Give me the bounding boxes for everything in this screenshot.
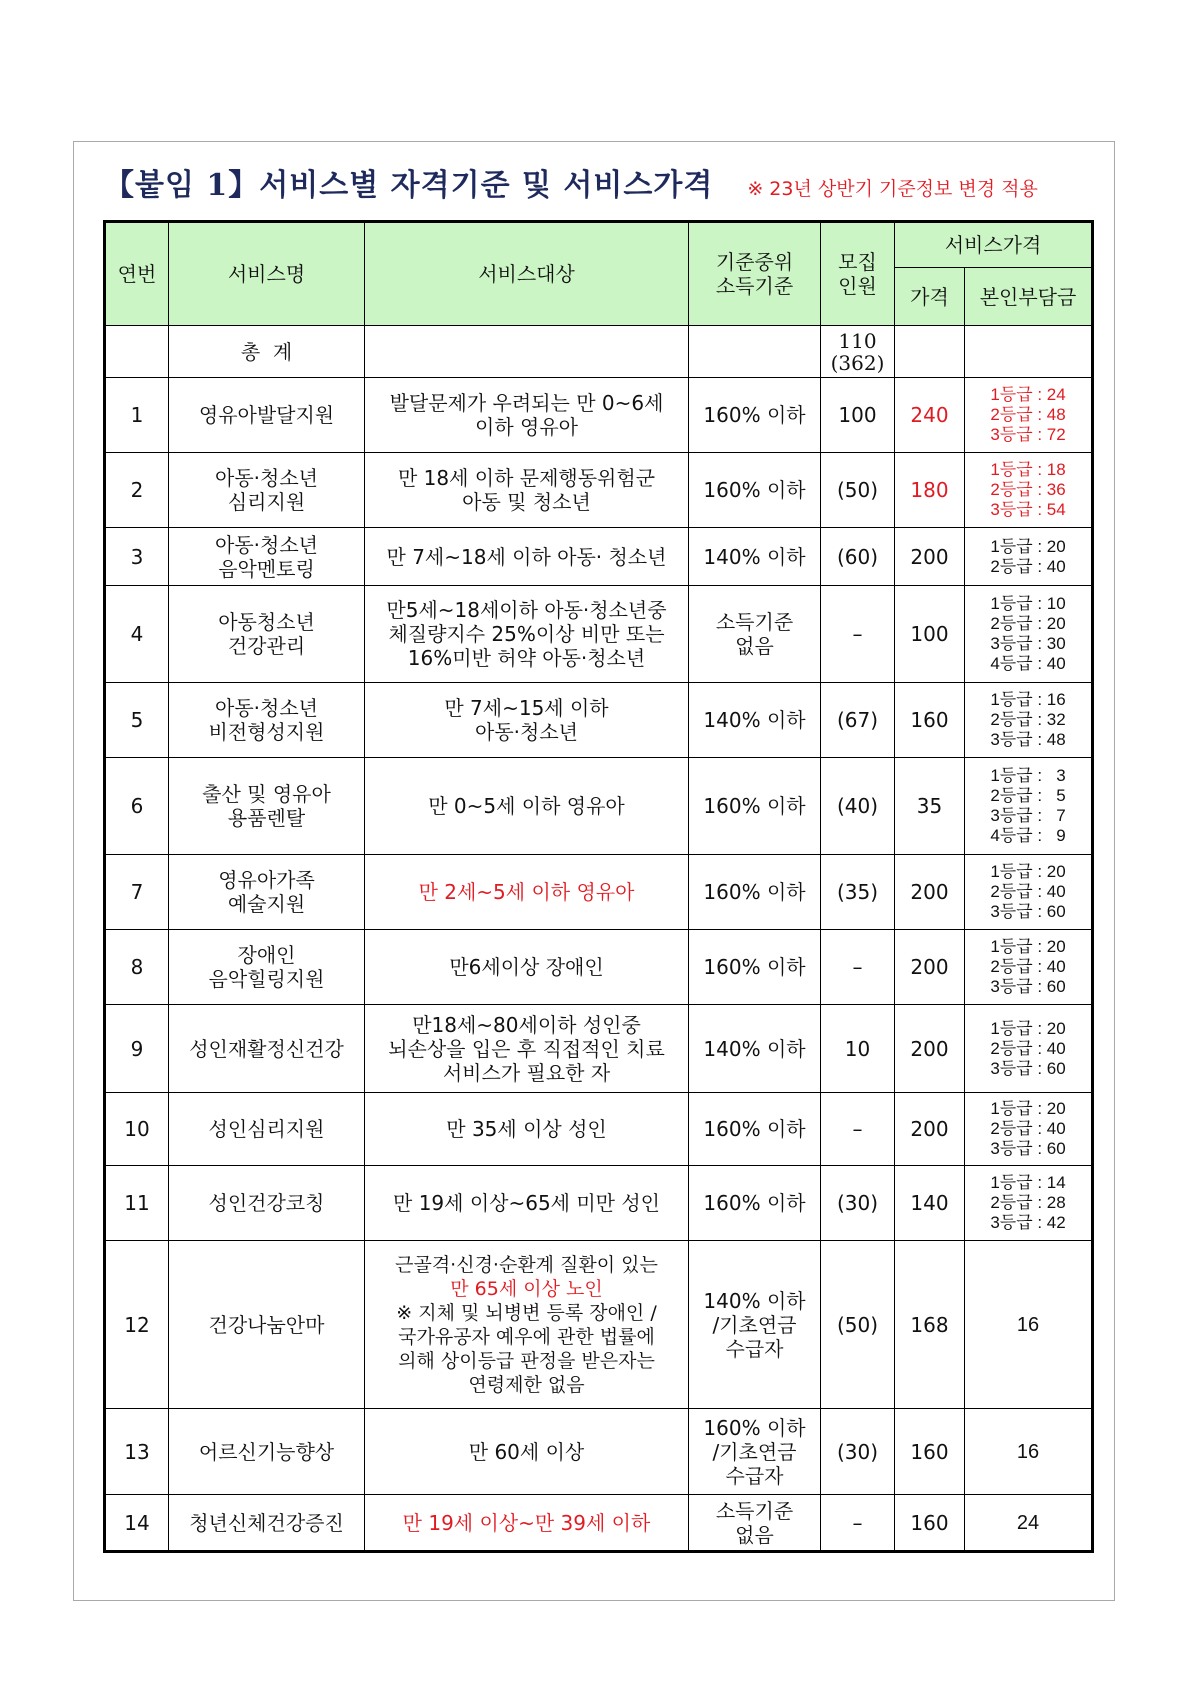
row-recruit: (50) xyxy=(821,1241,895,1409)
target-line: ※ 지체 및 뇌병변 등록 장애인 / xyxy=(396,1301,657,1324)
row-name: 성인심리지원 xyxy=(169,1093,365,1166)
row-price: 200 xyxy=(895,1005,965,1093)
col-header-income: 기준중위 소득기준 xyxy=(689,222,821,326)
row-no: 4 xyxy=(105,586,169,683)
row-recruit: – xyxy=(821,1495,895,1552)
row-no: 11 xyxy=(105,1166,169,1241)
row-income: 160% 이하 xyxy=(689,453,821,528)
row-no: 7 xyxy=(105,855,169,930)
col-header-price: 가격 xyxy=(895,268,965,326)
row-income: 160% 이하 /기초연금 수급자 xyxy=(689,1409,821,1495)
row-name: 장애인 음악힐링지원 xyxy=(169,930,365,1005)
row-target: 만18세~80세이하 성인중 뇌손상을 입은 후 직접적인 치료 서비스가 필요한 자 xyxy=(365,1005,689,1093)
table-row xyxy=(105,1409,1093,1495)
row-name: 청년신체건강증진 xyxy=(169,1495,365,1552)
row-price: 180 xyxy=(895,453,965,528)
row-no: 1 xyxy=(105,378,169,453)
row-recruit: (40) xyxy=(821,758,895,855)
row-recruit: (60) xyxy=(821,528,895,586)
row-name: 성인재활정신건강 xyxy=(169,1005,365,1093)
row-copay: 1등급 : 24 2등급 : 48 3등급 : 72 xyxy=(990,385,1066,444)
row-income: 140% 이하 xyxy=(689,683,821,758)
row-target: 만 60세 이상 xyxy=(365,1409,689,1495)
target-line: 국가유공자 예우에 관한 법률에 xyxy=(398,1325,655,1348)
row-copay: 1등급 : 20 2등급 : 40 xyxy=(990,536,1066,576)
row-copay: 1등급 : 14 2등급 : 28 3등급 : 42 xyxy=(990,1173,1066,1232)
table-row xyxy=(105,1093,1093,1166)
row-copay-cell xyxy=(965,683,1093,758)
row-target: 만 35세 이상 성인 xyxy=(365,1093,689,1166)
row-copay-cell xyxy=(965,453,1093,528)
row-name: 성인건강코칭 xyxy=(169,1166,365,1241)
row-copay-cell xyxy=(965,855,1093,930)
row-copay: 1등급 : 16 2등급 : 32 3등급 : 48 xyxy=(990,690,1066,749)
total-label: 총 계 xyxy=(169,326,365,378)
target-line-highlight: 만 65세 이상 노인 xyxy=(450,1277,603,1300)
row-copay-cell xyxy=(965,1166,1093,1241)
row-income: 160% 이하 xyxy=(689,758,821,855)
row-no: 10 xyxy=(105,1093,169,1166)
row-target: 만 18세 이하 문제행동위험군 아동 및 청소년 xyxy=(365,453,689,528)
row-copay-cell xyxy=(965,586,1093,683)
row-price: 240 xyxy=(895,378,965,453)
row-income: 160% 이하 xyxy=(689,1166,821,1241)
row-copay: 16 xyxy=(965,1241,1093,1409)
total-recruit: 110 (362) xyxy=(821,326,895,378)
service-table xyxy=(103,220,1094,1553)
target-line: 의해 상이등급 판정을 받은자는 xyxy=(398,1349,655,1372)
row-target: 만6세이상 장애인 xyxy=(365,930,689,1005)
row-name: 아동·청소년 비전형성지원 xyxy=(169,683,365,758)
row-copay-cell xyxy=(965,758,1093,855)
row-no: 6 xyxy=(105,758,169,855)
table-row xyxy=(105,1241,1093,1409)
table-row xyxy=(105,586,1093,683)
row-recruit: – xyxy=(821,1093,895,1166)
row-copay: 16 xyxy=(965,1409,1093,1495)
total-income xyxy=(689,326,821,378)
row-price: 200 xyxy=(895,528,965,586)
row-price: 160 xyxy=(895,1409,965,1495)
table-row xyxy=(105,453,1093,528)
row-name: 어르신기능향상 xyxy=(169,1409,365,1495)
row-copay: 1등급 : 18 2등급 : 36 3등급 : 54 xyxy=(990,460,1066,519)
col-header-target: 서비스대상 xyxy=(365,222,689,326)
row-no: 12 xyxy=(105,1241,169,1409)
row-recruit: – xyxy=(821,586,895,683)
target-line: 근골격·신경·순환계 질환이 있는 xyxy=(395,1253,658,1276)
row-target: 만 0~5세 이하 영유아 xyxy=(365,758,689,855)
col-header-name: 서비스명 xyxy=(169,222,365,326)
row-name: 아동청소년 건강관리 xyxy=(169,586,365,683)
row-name: 영유아가족 예술지원 xyxy=(169,855,365,930)
row-copay: 1등급 : 3 2등급 : 5 3등급 : 7 4등급 : 9 xyxy=(990,766,1066,845)
row-target: 만 7세~18세 이하 아동· 청소년 xyxy=(365,528,689,586)
row-recruit: (50) xyxy=(821,453,895,528)
row-target-multiline xyxy=(365,1241,689,1409)
row-target: 만 19세 이상~만 39세 이하 xyxy=(365,1495,689,1552)
table-row xyxy=(105,1166,1093,1241)
row-recruit: (30) xyxy=(821,1166,895,1241)
table-row xyxy=(105,1005,1093,1093)
row-price: 168 xyxy=(895,1241,965,1409)
row-copay: 1등급 : 20 2등급 : 40 3등급 : 60 xyxy=(990,1018,1066,1078)
row-copay: 24 xyxy=(965,1495,1093,1552)
col-header-recruit: 모집 인원 xyxy=(821,222,895,326)
row-recruit: (30) xyxy=(821,1409,895,1495)
row-copay: 1등급 : 20 2등급 : 40 3등급 : 60 xyxy=(990,1099,1066,1158)
title-row xyxy=(104,160,1084,210)
total-price xyxy=(895,326,965,378)
row-name: 건강나눔안마 xyxy=(169,1241,365,1409)
row-target: 만 7세~15세 이하 아동·청소년 xyxy=(365,683,689,758)
row-no: 5 xyxy=(105,683,169,758)
table-row xyxy=(105,378,1093,453)
row-copay-cell xyxy=(965,528,1093,586)
row-income: 160% 이하 xyxy=(689,930,821,1005)
row-price: 140 xyxy=(895,1166,965,1241)
row-price: 160 xyxy=(895,683,965,758)
row-copay: 1등급 : 10 2등급 : 20 3등급 : 30 4등급 : 40 xyxy=(990,594,1066,673)
total-no xyxy=(105,326,169,378)
table-row xyxy=(105,683,1093,758)
table-row xyxy=(105,930,1093,1005)
row-copay: 1등급 : 20 2등급 : 40 3등급 : 60 xyxy=(990,937,1066,996)
col-header-price-group: 서비스가격 xyxy=(895,222,1093,268)
row-income: 소득기준 없음 xyxy=(689,1495,821,1552)
row-income: 140% 이하 xyxy=(689,1005,821,1093)
row-income: 160% 이하 xyxy=(689,855,821,930)
row-copay-cell xyxy=(965,930,1093,1005)
update-note: ※ 23년 상반기 기준정보 변경 적용 xyxy=(747,178,1038,200)
row-target: 만 19세 이상~65세 미만 성인 xyxy=(365,1166,689,1241)
table-row xyxy=(105,1495,1093,1552)
row-name: 아동·청소년 음악멘토링 xyxy=(169,528,365,586)
row-price: 160 xyxy=(895,1495,965,1552)
row-price: 200 xyxy=(895,930,965,1005)
table-row xyxy=(105,855,1093,930)
row-income: 소득기준 없음 xyxy=(689,586,821,683)
col-header-copay: 본인부담금 xyxy=(965,268,1093,326)
row-income: 140% 이하 xyxy=(689,528,821,586)
page-title: 【붙임 1】서비스별 자격기준 및 서비스가격 xyxy=(104,168,714,203)
row-no: 9 xyxy=(105,1005,169,1093)
row-copay-cell xyxy=(965,1093,1093,1166)
row-copay-cell xyxy=(965,378,1093,453)
row-recruit: (67) xyxy=(821,683,895,758)
row-target: 만 2세~5세 이하 영유아 xyxy=(365,855,689,930)
row-income: 160% 이하 xyxy=(689,1093,821,1166)
total-copay xyxy=(965,326,1093,378)
row-price: 35 xyxy=(895,758,965,855)
row-name: 아동·청소년 심리지원 xyxy=(169,453,365,528)
row-copay-cell xyxy=(965,1005,1093,1093)
row-price: 100 xyxy=(895,586,965,683)
row-no: 2 xyxy=(105,453,169,528)
table-row xyxy=(105,758,1093,855)
row-no: 14 xyxy=(105,1495,169,1552)
row-recruit: 100 xyxy=(821,378,895,453)
row-name: 출산 및 영유아 용품렌탈 xyxy=(169,758,365,855)
row-target: 만5세~18세이하 아동·청소년중 체질량지수 25%이상 비만 또는 16%미반 허약 아동·청소년 xyxy=(365,586,689,683)
row-no: 8 xyxy=(105,930,169,1005)
row-no: 3 xyxy=(105,528,169,586)
row-target: 발달문제가 우려되는 만 0~6세 이하 영유아 xyxy=(365,378,689,453)
table-row xyxy=(105,528,1093,586)
row-income: 140% 이하 /기초연금 수급자 xyxy=(689,1241,821,1409)
row-income: 160% 이하 xyxy=(689,378,821,453)
row-no: 13 xyxy=(105,1409,169,1495)
total-target xyxy=(365,326,689,378)
row-recruit: 10 xyxy=(821,1005,895,1093)
row-recruit: – xyxy=(821,930,895,1005)
row-price: 200 xyxy=(895,1093,965,1166)
row-name: 영유아발달지원 xyxy=(169,378,365,453)
total-row xyxy=(105,326,1093,378)
row-price: 200 xyxy=(895,855,965,930)
col-header-no: 연번 xyxy=(105,222,169,326)
row-copay: 1등급 : 20 2등급 : 40 3등급 : 60 xyxy=(990,862,1066,921)
target-line: 연령제한 없음 xyxy=(468,1373,585,1396)
row-recruit: (35) xyxy=(821,855,895,930)
